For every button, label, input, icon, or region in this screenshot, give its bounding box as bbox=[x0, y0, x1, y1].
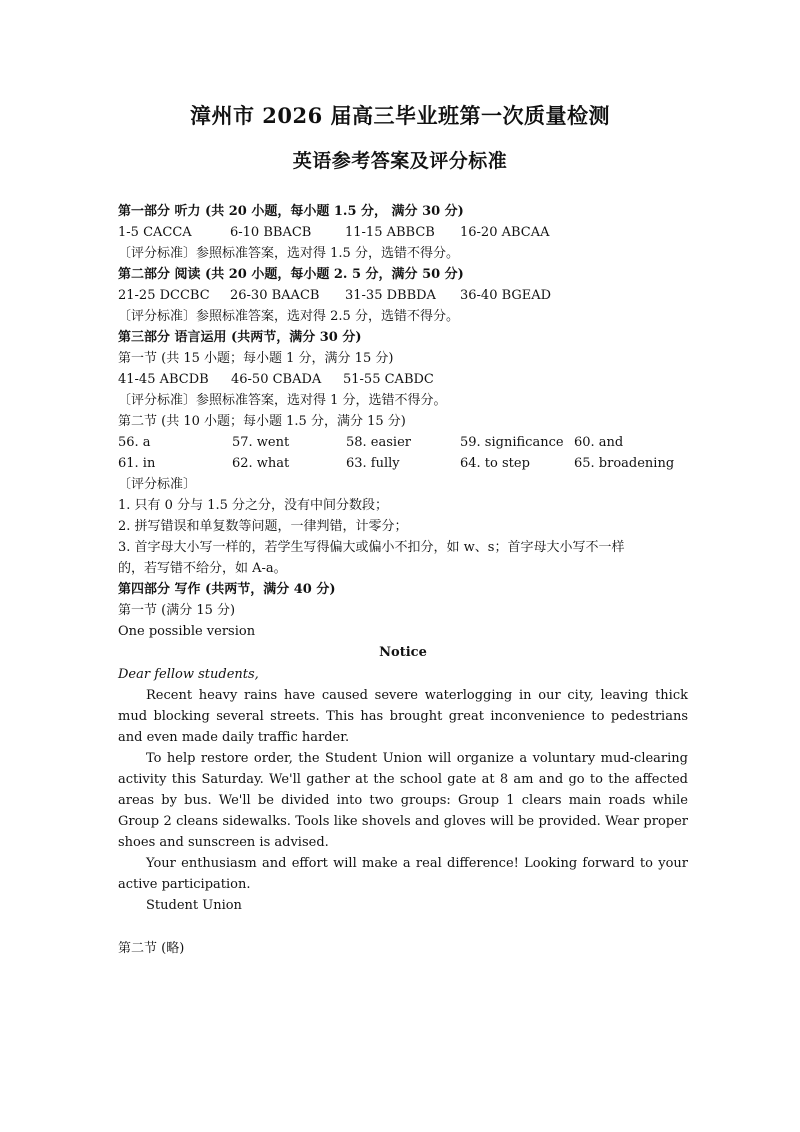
page-subtitle: 英语参考答案及评分标准 bbox=[292, 150, 508, 172]
answer-group: 16-20 ABCAA bbox=[460, 225, 550, 240]
notice-paragraph: Your enthusiasm and effort will make a real difference! Looking forward to your active participation. bbox=[118, 856, 688, 892]
answer-group: 1-5 CACCA bbox=[118, 225, 192, 240]
grading-rule: 的，若写错不给分，如 A-a。 bbox=[118, 561, 287, 576]
answer-content bbox=[118, 201, 688, 959]
answer-group: 11-15 ABBCB bbox=[345, 225, 435, 240]
answer-group: 36-40 BGEAD bbox=[460, 288, 552, 303]
part2-heading: 第二部分 阅读 (共 20 小题，每小题 2. 5 分，满分 50 分) bbox=[118, 267, 464, 282]
part1-heading: 第一部分 听力 (共 20 小题，每小题 1.5 分， 满分 30 分) bbox=[118, 204, 464, 219]
part3-section1-answers bbox=[118, 369, 688, 390]
answer-item: 64. to step bbox=[460, 456, 530, 471]
part3-section2-criteria-heading: 〔评分标准〕 bbox=[118, 477, 197, 492]
answer-item: 63. fully bbox=[346, 456, 400, 471]
answer-group: 6-10 BBACB bbox=[230, 225, 312, 240]
answer-item: 65. broadening bbox=[574, 456, 675, 471]
possible-version-label: One possible version bbox=[118, 624, 256, 639]
part2-answers bbox=[118, 285, 688, 306]
grading-rule: 3. 首字母大小写一样的，若学生写得偏大或偏小不扣分，如 w、s；首字母大小写不一样 bbox=[118, 540, 625, 555]
part3-section2-row1 bbox=[118, 432, 688, 453]
page-title: 漳州市 2026 届高三毕业班第一次质量检测 bbox=[189, 103, 611, 128]
answer-item: 60. and bbox=[574, 435, 624, 450]
part3-heading: 第三部分 语言运用 (共两节，满分 30 分) bbox=[118, 330, 362, 345]
notice-paragraph: Recent heavy rains have caused severe waterlogging in our city, leaving thick mud blocking several streets. This has brought great inconvenience to pedestrians and even made daily traffic harder. bbox=[118, 688, 688, 745]
answer-group: 26-30 BAACB bbox=[230, 288, 320, 303]
notice-title: Notice bbox=[379, 645, 427, 660]
part3-section2-row2 bbox=[118, 453, 688, 474]
part2-criteria: 〔评分标准〕参照标准答案，选对得 2.5 分，选错不得分。 bbox=[118, 309, 459, 324]
answer-item: 59. significance bbox=[460, 435, 564, 450]
part1-answers bbox=[118, 222, 688, 243]
notice-salutation: Dear fellow students, bbox=[118, 667, 259, 682]
part1-criteria: 〔评分标准〕参照标准答案，选对得 1.5 分，选错不得分。 bbox=[118, 246, 459, 261]
notice-paragraph: To help restore order, the Student Union will organize a voluntary mud-clearing activity this Saturday. We'll gather at the school gate at 8 am and go to the affected areas by bus. We'll be divided into two groups: Group 1 clears main roads while Group 2 cleans sidewalks. Tools like shovels and gloves will be provided. Wear proper shoes and sunscreen is advised. bbox=[118, 751, 688, 850]
part3-section1-heading: 第一节 (共 15 小题；每小题 1 分，满分 15 分) bbox=[118, 351, 394, 366]
part3-section1-criteria: 〔评分标准〕参照标准答案，选对得 1 分，选错不得分。 bbox=[118, 393, 447, 408]
answer-item: 57. went bbox=[232, 435, 290, 450]
answer-group: 21-25 DCCBC bbox=[118, 288, 210, 303]
grading-rule: 2. 拼写错误和单复数等问题，一律判错，计零分； bbox=[118, 519, 408, 534]
answer-group: 51-55 CABDC bbox=[343, 372, 434, 387]
answer-item: 56. a bbox=[118, 435, 151, 450]
part4-section2-heading: 第二节 (略) bbox=[118, 941, 185, 956]
notice-signature: Student Union bbox=[146, 898, 242, 913]
answer-group: 41-45 ABCDB bbox=[118, 372, 209, 387]
answer-group: 46-50 CBADA bbox=[231, 372, 322, 387]
answer-item: 62. what bbox=[232, 456, 290, 471]
part4-section1-heading: 第一节 (满分 15 分) bbox=[118, 603, 236, 618]
grading-rule: 1. 只有 0 分与 1.5 分之分，没有中间分数段； bbox=[118, 498, 389, 513]
answer-item: 58. easier bbox=[346, 435, 411, 450]
answer-item: 61. in bbox=[118, 456, 156, 471]
answer-group: 31-35 DBBDA bbox=[345, 288, 436, 303]
part4-heading: 第四部分 写作 (共两节，满分 40 分) bbox=[118, 582, 336, 597]
part3-section2-heading: 第二节 (共 10 小题；每小题 1.5 分，满分 15 分) bbox=[118, 414, 406, 429]
